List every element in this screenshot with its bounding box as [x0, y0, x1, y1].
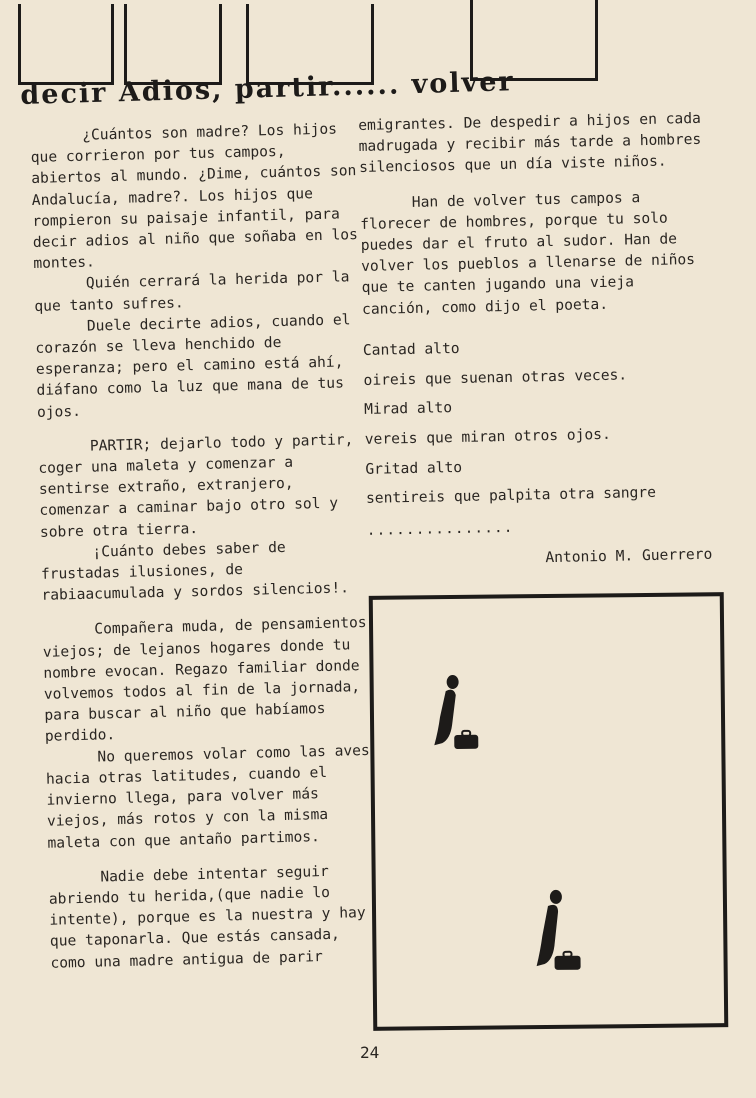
- emigrant-figure-top: [428, 673, 489, 754]
- poem-line: Mirad alto: [363, 399, 453, 419]
- page-number: 24: [360, 1043, 380, 1062]
- paragraph: Duele decirte adios, cuando el corazón se lleva henchido de esperanza; pero el camino está ahí, diáfano como la luz que mana de tus ojos.: [35, 311, 351, 421]
- poem-line: Gritad alto: [365, 458, 463, 478]
- illustration-frame: [369, 592, 729, 1031]
- paragraph: ¡Cuánto debes saber de frustadas ilusiones, de rabiaacumulada y sordos silencios!.: [40, 538, 350, 605]
- poem-line: Cantad alto: [362, 339, 460, 359]
- header-deco-box-1: [18, 4, 114, 85]
- paragraph: Han de volver tus campos a florecer de hombres, porque tu solo puedes dar el fruto al sudor. Han de volver los pueblos a llenarse de niños que te canten jugando una vieja canción, como dijo el poeta.: [360, 188, 696, 318]
- article-headline: decir Adios, partir...... volver: [20, 66, 516, 111]
- paragraph: Nadie debe intentar seguir abriendo tu herida,(que nadie lo intente), porque es la nuestra y hay que taponarla. Que estás cansada, como una madre antigua de parir: [48, 862, 366, 972]
- paragraph: Quién cerrará la herida por la que tanto sufres.: [34, 268, 350, 315]
- ellipsis-dots: ...............: [366, 518, 514, 539]
- left-text-column: [30, 118, 381, 974]
- paragraph: No queremos volar como las aves hacia otras latitudes, cuando el invierno llega, para volver más viejos, más rotos y con la misma maleta con que antaño partimos.: [45, 741, 370, 852]
- poem-line: oireis que suenan otras veces.: [363, 365, 628, 389]
- author-signature: Antonio M. Guerrero: [545, 545, 713, 566]
- right-text-column: [358, 108, 712, 572]
- emigrant-figure-bottom: [528, 888, 589, 979]
- poem-line: vereis que miran otros ojos.: [364, 425, 611, 448]
- paragraph: ¿Cuántos son madre? Los hijos que corrieron por tus campos, abiertos al mundo. ¿Dime, cuántos son Andalucía, madre?. Los hijos que rompieron su paisaje infantil, para decir adios al niño que soñaba en los montes.: [30, 120, 359, 273]
- poem-verses: [363, 333, 711, 510]
- header-deco-box-2: [124, 4, 222, 85]
- paragraph: PARTIR; dejarlo todo y partir, coger una maleta y comenzar a sentirse extraño, extranjero, comenzar a caminar bajo otro sol y sobre otra tierra.: [38, 431, 354, 541]
- poem-line: sentireis que palpita otra sangre: [365, 484, 657, 508]
- paragraph: Compañera muda, de pensamientos viejos; de lejanos hogares donde tu nombre evocan. Regazo familiar donde volvemos todos al fin de la jornada, para buscar al niño que habíamos perdido.: [42, 614, 367, 746]
- paragraph: emigrantes. De despedir a hijos en cada madrugada y recibir más tarde a hombres silenciosos que un día viste niños.: [358, 109, 702, 177]
